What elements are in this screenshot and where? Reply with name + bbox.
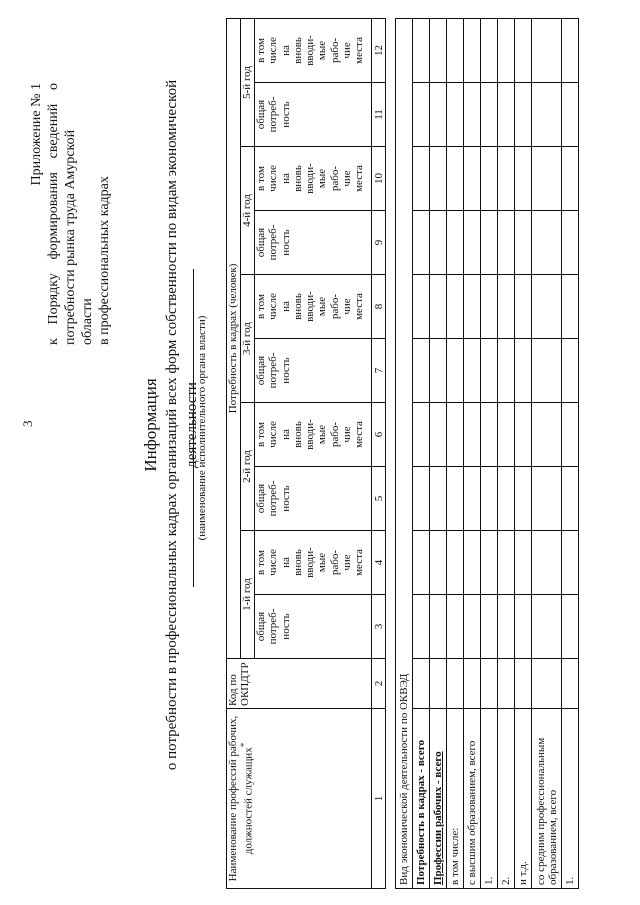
table-cell[interactable]	[498, 467, 515, 531]
new-jobs-header	[255, 18, 372, 82]
table-cell[interactable]	[498, 147, 515, 211]
table-cell[interactable]	[413, 83, 430, 147]
table-cell[interactable]	[515, 83, 532, 147]
table-cell[interactable]	[464, 147, 481, 211]
header-line: общая	[255, 355, 267, 386]
table-cell[interactable]	[447, 211, 464, 275]
table-cell[interactable]	[498, 595, 515, 659]
table-cell[interactable]	[481, 531, 498, 595]
table-cell[interactable]	[515, 339, 532, 403]
table-cell[interactable]	[498, 339, 515, 403]
column-number: 9	[372, 211, 386, 275]
header-line: рабо-	[328, 549, 341, 576]
table-cell[interactable]	[464, 275, 481, 339]
appendix-line-3: потребности рынка труда Амурской области	[63, 129, 95, 345]
header-line: вновь	[291, 549, 304, 576]
row-label: со средним профессиональным образованием, всего	[532, 709, 562, 889]
table-cell[interactable]	[430, 211, 447, 275]
header-line: потреб-	[267, 480, 280, 517]
table-cell[interactable]	[481, 18, 498, 82]
table-cell[interactable]	[464, 83, 481, 147]
header-line: мые	[316, 424, 329, 445]
table-cell[interactable]	[464, 467, 481, 531]
appendix-title: Приложение № 1	[29, 83, 44, 186]
table-cell[interactable]	[515, 403, 532, 467]
table-cell[interactable]	[430, 467, 447, 531]
table-cell[interactable]	[464, 531, 481, 595]
table-cell[interactable]	[562, 403, 579, 467]
table-cell[interactable]	[515, 595, 532, 659]
row-label: 2.	[498, 709, 515, 889]
table-cell[interactable]	[562, 147, 579, 211]
row-label: Вид экономической деятельности по ОКВЭД	[396, 18, 413, 888]
table-cell[interactable]	[562, 531, 579, 595]
table-cell[interactable]	[532, 211, 562, 275]
table-cell[interactable]	[498, 403, 515, 467]
table-cell[interactable]	[562, 467, 579, 531]
header-line: мые	[316, 296, 329, 317]
table-row	[396, 18, 413, 888]
header-line: вновь	[291, 293, 304, 320]
appendix-word: формирования	[46, 172, 61, 260]
document-title: Информация	[141, 378, 160, 472]
header-line: места	[353, 165, 366, 192]
column-number: 5	[372, 467, 386, 531]
header-line: чие	[341, 554, 354, 571]
header-line: потреб-	[267, 96, 280, 133]
header-line: места	[353, 549, 366, 576]
row-label: Профессии рабочих - всего	[430, 709, 447, 889]
table-cell[interactable]	[562, 339, 579, 403]
header-line: вводи-	[304, 419, 317, 450]
table-cell[interactable]	[413, 147, 430, 211]
appendix-line-4: в профессиональных кадрах	[97, 176, 112, 345]
header-need: Потребность в кадрах (человек)	[227, 18, 241, 658]
table-cell[interactable]	[447, 18, 464, 82]
header-line: общая	[255, 227, 267, 258]
table-cell[interactable]	[430, 83, 447, 147]
table-cell[interactable]	[413, 275, 430, 339]
table-cell[interactable]	[413, 339, 430, 403]
table-cell[interactable]	[464, 211, 481, 275]
header-line: чие	[341, 298, 354, 315]
column-number: 8	[372, 275, 386, 339]
table-cell[interactable]	[498, 18, 515, 82]
table-cell[interactable]	[481, 339, 498, 403]
table-cell[interactable]	[532, 147, 562, 211]
data-table	[395, 18, 579, 889]
header-line: вновь	[291, 421, 304, 448]
table-row	[464, 18, 481, 888]
table-cell[interactable]	[413, 531, 430, 595]
column-number: 1	[372, 709, 386, 889]
header-line: рабо-	[328, 37, 341, 64]
total-need-header	[255, 467, 372, 531]
table-cell[interactable]	[447, 147, 464, 211]
document-subtitle: о потребности в профессиональных кадрах организаций всех форм собственности по видам экономической деятельности	[164, 79, 200, 771]
table-cell[interactable]	[447, 275, 464, 339]
header-line: на	[279, 45, 292, 56]
table-cell[interactable]	[532, 467, 562, 531]
table-cell[interactable]	[430, 659, 447, 709]
header-line: в том	[255, 38, 267, 63]
header-line: в том	[255, 166, 267, 191]
year-header: 2-й год	[241, 403, 255, 531]
table-cell[interactable]	[532, 659, 562, 709]
table-cell[interactable]	[430, 18, 447, 82]
table-cell[interactable]	[562, 275, 579, 339]
appendix-word: Порядку	[46, 273, 61, 325]
header-line: чие	[341, 42, 354, 59]
header-line: на	[279, 429, 292, 440]
header-line: вводи-	[304, 291, 317, 322]
table-cell[interactable]	[562, 595, 579, 659]
header-line: ность	[279, 101, 292, 128]
header-line: в том	[255, 550, 267, 575]
total-need-header	[255, 83, 372, 147]
total-need-header	[255, 595, 372, 659]
appendix-word: сведений	[46, 103, 61, 159]
year-header: 1-й год	[241, 531, 255, 659]
table-cell[interactable]	[532, 18, 562, 82]
table-row	[532, 18, 562, 888]
header-line: вновь	[291, 165, 304, 192]
header-line: ность	[279, 613, 292, 640]
table-cell[interactable]	[413, 403, 430, 467]
table-cell[interactable]	[464, 403, 481, 467]
total-need-header	[255, 339, 372, 403]
table-cell[interactable]	[413, 659, 430, 709]
table-row	[498, 18, 515, 888]
header-line: на	[279, 557, 292, 568]
header-profession: Наименование профессий рабочих, должностей служащих	[227, 715, 255, 882]
table-cell[interactable]	[515, 275, 532, 339]
appendix-word: о	[46, 83, 61, 91]
new-jobs-header	[255, 531, 372, 595]
new-jobs-header	[255, 275, 372, 339]
header-line: общая	[255, 99, 267, 130]
header-table	[226, 18, 386, 889]
header-line: мые	[316, 552, 329, 573]
appendix-block	[28, 83, 113, 345]
table-cell[interactable]	[532, 83, 562, 147]
header-line: места	[353, 293, 366, 320]
table-cell[interactable]	[464, 18, 481, 82]
column-number: 6	[372, 403, 386, 467]
table-cell[interactable]	[515, 211, 532, 275]
table-cell[interactable]	[430, 147, 447, 211]
table-cell[interactable]	[481, 147, 498, 211]
header-line: мые	[316, 40, 329, 61]
header-line: чие	[341, 426, 354, 443]
footnote-mark: *	[239, 742, 249, 748]
table-cell[interactable]	[532, 595, 562, 659]
year-header: 4-й год	[241, 147, 255, 275]
table-cell[interactable]	[413, 595, 430, 659]
header-profession-cell	[227, 709, 372, 889]
header-line: общая	[255, 483, 267, 514]
table-cell[interactable]	[447, 531, 464, 595]
header-line: ность	[279, 229, 292, 256]
table-cell[interactable]	[498, 275, 515, 339]
table-cell[interactable]	[430, 339, 447, 403]
header-line: рабо-	[328, 165, 341, 192]
table-cell[interactable]	[562, 83, 579, 147]
header-line: места	[353, 421, 366, 448]
table-row	[562, 18, 579, 888]
header-line: мые	[316, 168, 329, 189]
header-line: ность	[279, 357, 292, 384]
header-line: числе	[267, 549, 280, 576]
authority-underline	[193, 269, 194, 587]
new-jobs-header	[255, 147, 372, 211]
column-number: 7	[372, 339, 386, 403]
authority-caption: (наименование исполнительного органа власти)	[196, 315, 208, 541]
table-cell[interactable]	[430, 595, 447, 659]
header-line: в том	[255, 422, 267, 447]
table-cell[interactable]	[464, 339, 481, 403]
row-label: 1.	[481, 709, 498, 889]
header-line: потреб-	[267, 224, 280, 261]
row-label: в том числе:	[447, 709, 464, 889]
table-cell[interactable]	[481, 275, 498, 339]
table-cell[interactable]	[481, 211, 498, 275]
table-cell[interactable]	[430, 403, 447, 467]
table-cell[interactable]	[464, 659, 481, 709]
header-line: чие	[341, 170, 354, 187]
header-line: рабо-	[328, 293, 341, 320]
table-cell[interactable]	[498, 211, 515, 275]
table-cell[interactable]	[532, 531, 562, 595]
header-line: на	[279, 173, 292, 184]
table-cell[interactable]	[562, 18, 579, 82]
header-line: вновь	[291, 37, 304, 64]
table-cell[interactable]	[562, 211, 579, 275]
table-cell[interactable]	[515, 147, 532, 211]
header-okpdtr: Код по ОКПДТР	[227, 659, 372, 709]
header-line: ность	[279, 485, 292, 512]
table-row	[515, 18, 532, 888]
column-number: 11	[372, 83, 386, 147]
header-line: вводи-	[304, 163, 317, 194]
row-label: с высшим образованием, всего	[464, 709, 481, 889]
table-cell[interactable]	[447, 659, 464, 709]
table-cell[interactable]	[515, 467, 532, 531]
table-cell[interactable]	[481, 83, 498, 147]
table-cell[interactable]	[481, 659, 498, 709]
table-cell[interactable]	[498, 659, 515, 709]
header-line: вводи-	[304, 547, 317, 578]
table-cell[interactable]	[430, 531, 447, 595]
table-cell[interactable]	[413, 211, 430, 275]
table-cell[interactable]	[447, 83, 464, 147]
table-cell[interactable]	[515, 659, 532, 709]
header-line: числе	[267, 293, 280, 320]
table-cell[interactable]	[562, 659, 579, 709]
header-line: потреб-	[267, 352, 280, 389]
table-cell[interactable]	[481, 467, 498, 531]
column-number: 10	[372, 147, 386, 211]
header-line: числе	[267, 165, 280, 192]
header-line: числе	[267, 421, 280, 448]
row-label: 1.	[562, 709, 579, 889]
table-cell[interactable]	[532, 339, 562, 403]
column-number: 2	[372, 659, 386, 709]
table-cell[interactable]	[447, 403, 464, 467]
row-label: и т.д.	[515, 709, 532, 889]
table-cell[interactable]	[413, 18, 430, 82]
page-number: 3	[20, 420, 35, 427]
column-number: 4	[372, 531, 386, 595]
table-cell[interactable]	[447, 339, 464, 403]
appendix-line-2	[45, 83, 62, 345]
year-header: 3-й год	[241, 275, 255, 403]
table-cell[interactable]	[481, 403, 498, 467]
header-line: в том	[255, 294, 267, 319]
column-number: 3	[372, 595, 386, 659]
total-need-header	[255, 211, 372, 275]
table-row	[430, 18, 447, 888]
table-cell[interactable]	[413, 467, 430, 531]
table-cell[interactable]	[532, 275, 562, 339]
table-row	[481, 18, 498, 888]
table-cell[interactable]	[515, 531, 532, 595]
column-number: 12	[372, 18, 386, 82]
table-cell[interactable]	[447, 467, 464, 531]
header-line: места	[353, 37, 366, 64]
table-cell[interactable]	[515, 18, 532, 82]
table-row	[447, 18, 464, 888]
header-line: на	[279, 301, 292, 312]
header-line: потреб-	[267, 608, 280, 645]
table-cell[interactable]	[532, 403, 562, 467]
year-header: 5-й год	[241, 18, 255, 146]
table-cell[interactable]	[481, 595, 498, 659]
appendix-word: к	[46, 338, 61, 345]
table-cell[interactable]	[498, 531, 515, 595]
header-line: общая	[255, 611, 267, 642]
header-line: числе	[267, 37, 280, 64]
row-label: Потребность в кадрах - всего	[413, 709, 430, 889]
table-cell[interactable]	[447, 595, 464, 659]
header-line: вводи-	[304, 35, 317, 66]
new-jobs-header	[255, 403, 372, 467]
table-cell[interactable]	[464, 595, 481, 659]
table-row	[413, 18, 430, 888]
header-line: рабо-	[328, 421, 341, 448]
table-cell[interactable]	[498, 83, 515, 147]
table-cell[interactable]	[430, 275, 447, 339]
